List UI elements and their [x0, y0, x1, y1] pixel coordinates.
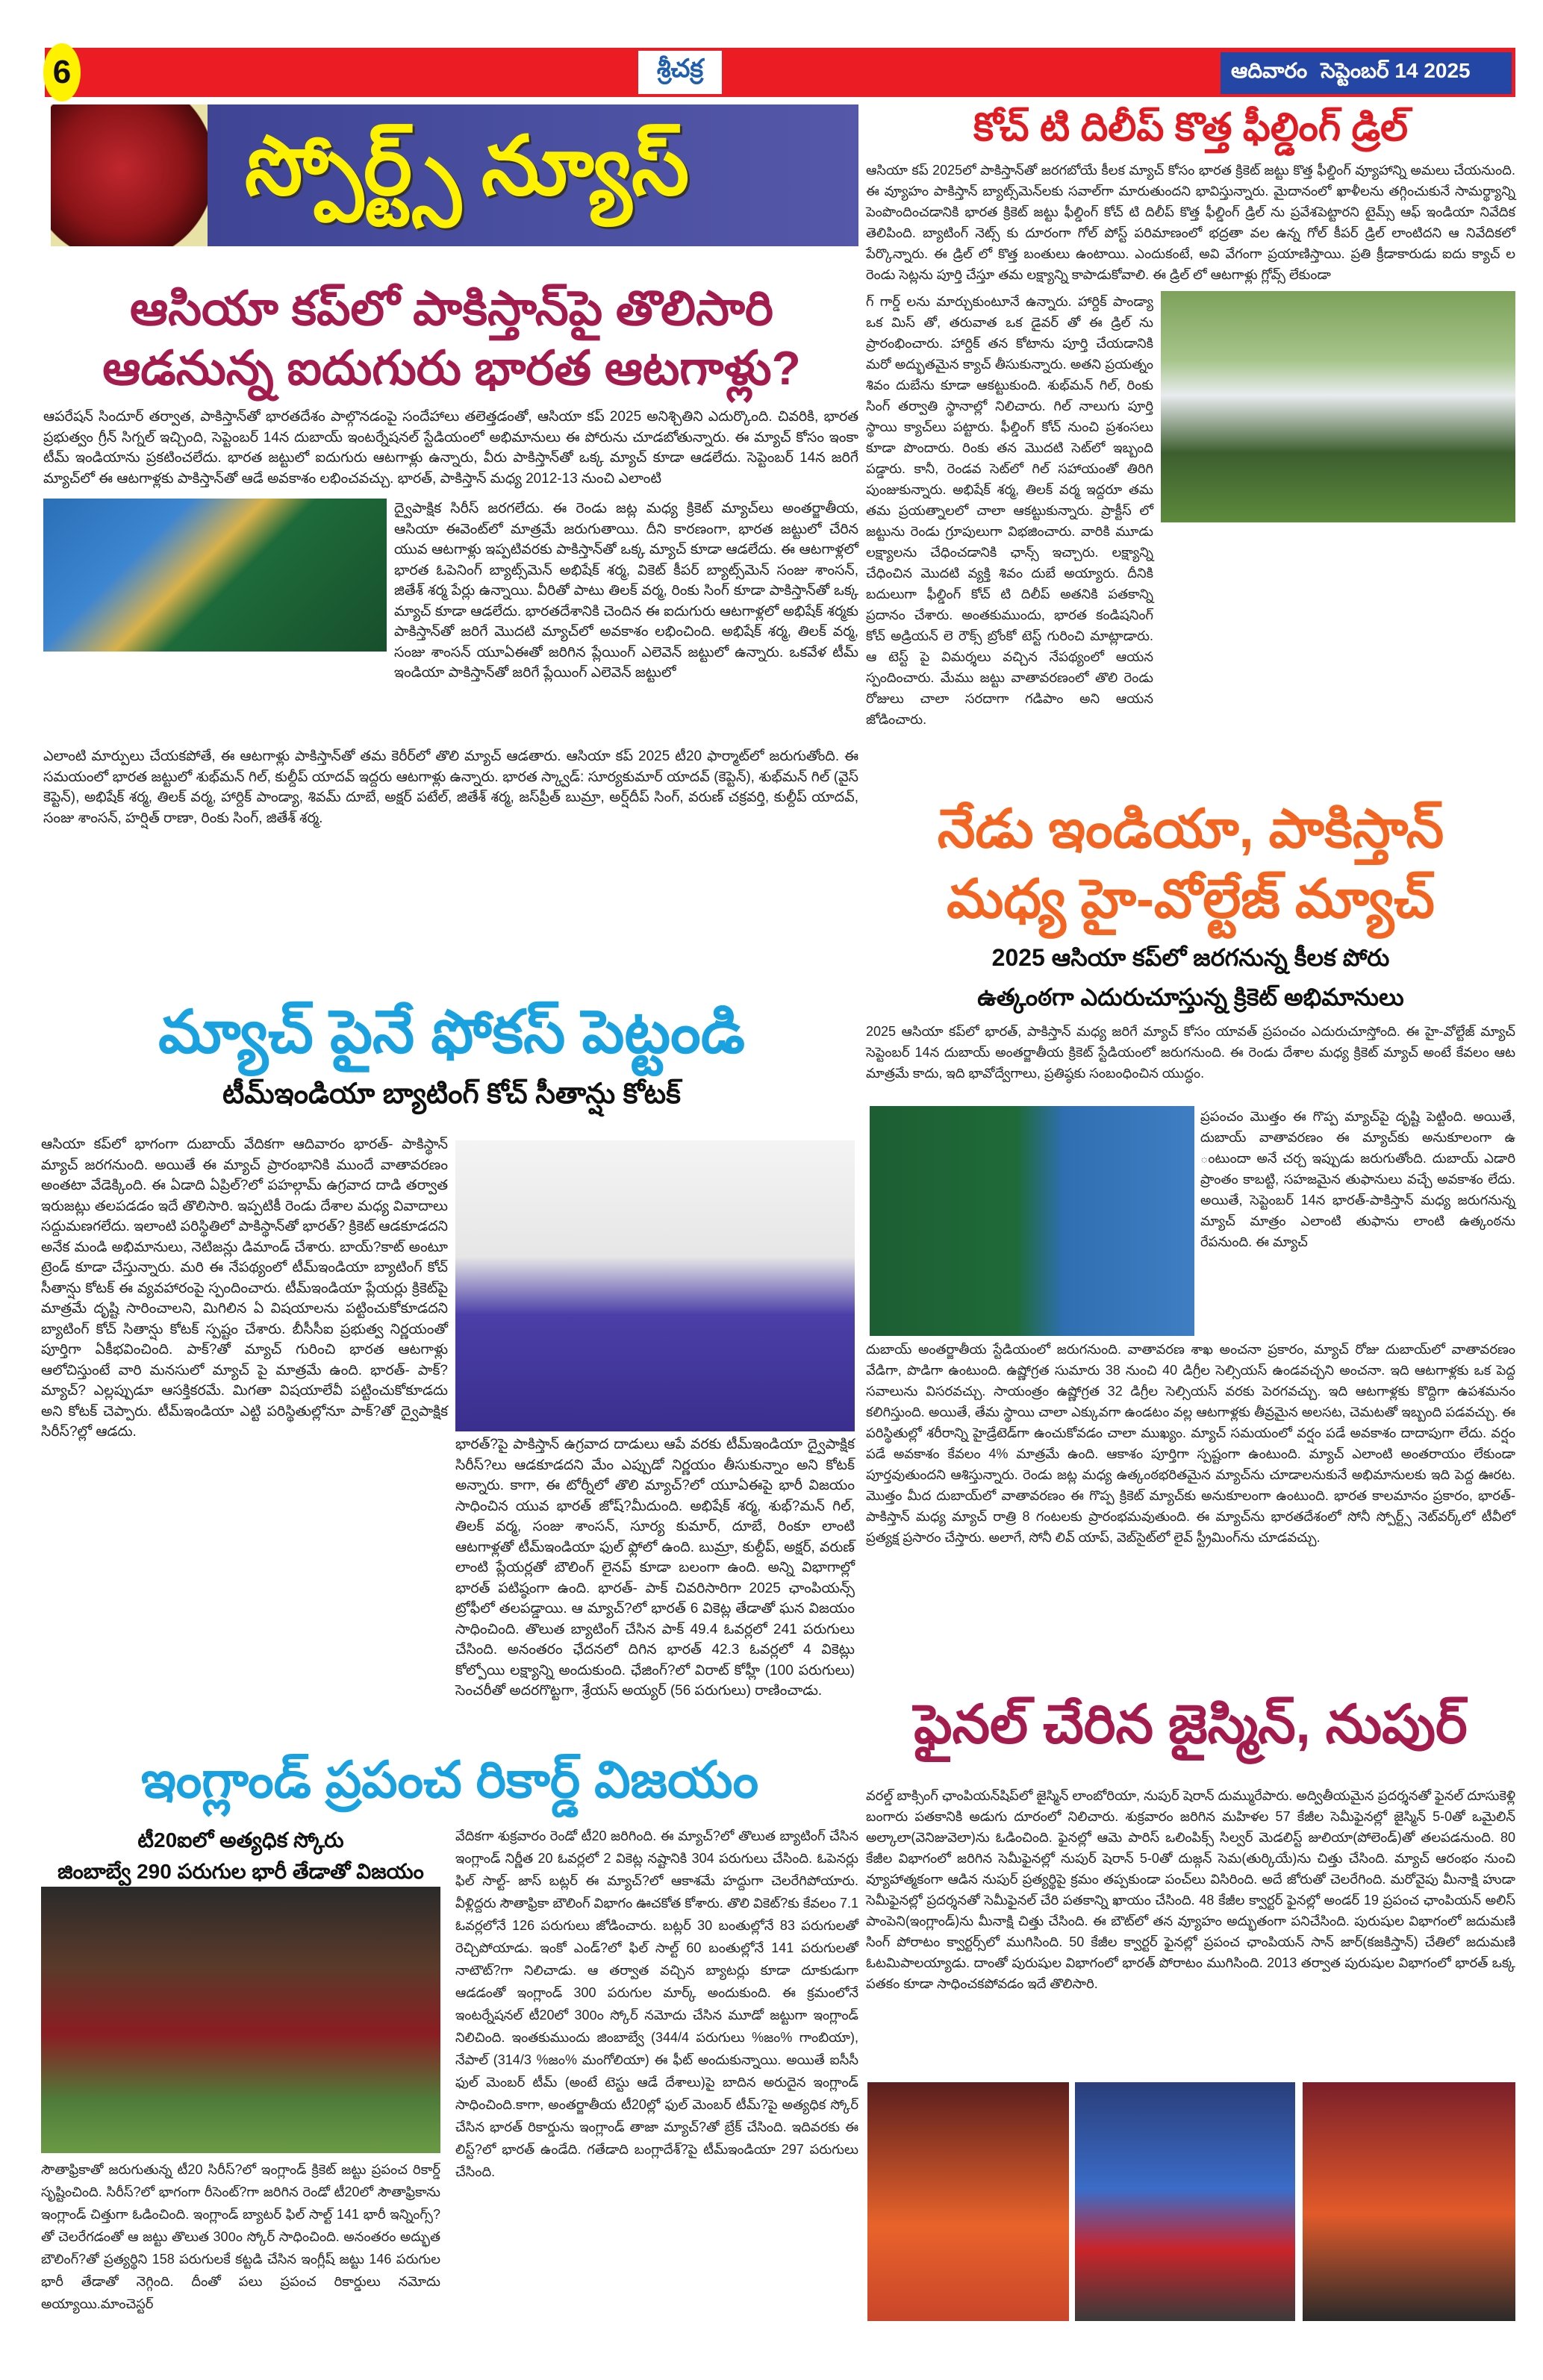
newspaper-logo: శ్రీచక్ర: [638, 51, 722, 94]
pakistan-india-players-photo: [870, 1106, 1194, 1336]
sitanshu-kotak-press-photo: [455, 1140, 855, 1431]
england-subhead-2: జింబాబ్వే 290 పరుగుల భారీ తేడాతో విజయం: [57, 1860, 424, 1883]
boxing-para-1: వరల్డ్ బాక్సింగ్ ఛాంపియన్‌షిప్‌లో జైస్మిన్ లాంబోరియా, నుపుర్ షెరాన్ దుమ్మురేపారు. అద్వితీయమైన ప్రదర్శనతో ఫైనల్ దూసుకెళ్లి బంగారు పతకానికి అడుగు దూరంలో నిలిచారు. శుక్రవారం జరిగిన మహిళల 57 కేజీల సెమీఫైనల్లో జైస్మిన్ 5-0తో ఒమైలిన్ అల్కాలా(వెనిజువెలా)ను ఓడించింది. ఫైనల్లో ఆమె పారిస్ ఒలింపిక్స్ సిల్వర్ మెడలిస్ట్ జులియా(పోలెండ్)తో తలపడనుంది. 80 కేజీల విభాగంలో జరిగిన సెమీఫైనల్లో నుపుర్ షెరాన్ 5-0తో దుజ్గన్ సెమ(తుర్కియే)ను చిత్తు చేసింది. మ్యాచ్ ఆరంభం నుంచి వ్యూహాత్మకంగా ఆడిన నుపుర్ ప్రత్యర్థిపై క్రమం తప్పకుండా పంచ్‌లు విసిరింది. అదే జోరుతో చెలరేగింది. మరోవైపు మీనాక్షి హుడా సెమీఫైనల్లో ప్రదర్శనతో సెమీఫైనల్ చేరి పతకాన్ని ఖాయం చేసింది. 48 కేజీల క్వార్టర్ ఫైనల్లో అండర్ 19 ప్రపంచ ఛాంపియన్ అలిస్ పాంపెని(ఇంగ్లాండ్)ను మీనాక్షి చిత్తు చేసింది. ఈ బౌట్‌లో తన వ్యూహం అద్భుతంగా పనిచేసింది. పురుషుల విభాగంలో జదుమణి సింగ్ పోరాటం క్వార్టర్స్‌లో ముగిసింది. 50 కేజీల క్వార్టర్ ఫైనల్లో ప్రపంచ ఛాంపియన్ సాన్ జార్(కజకిస్తాన్) చేతిలో జదుమణి ఓటమిపాలయ్యాడు. దాంతో పురుషుల విభాగంలో భారత్ పోరాటం ముగిసింది. 2013 తర్వాత పురుషుల విభాగంలో భారత్ ఒక్క పతకం కూడా సాధించకపోవడం ఇదే తొలిసారి.: [866, 1788, 1515, 1991]
england-subhead-1: టీ20ఐలో అత్యధిక స్కోరు: [137, 1828, 344, 1852]
focus-subhead: టీమ్‌ఇండియా బ్యాటింగ్ కోచ్ సీతాన్షు కోటక్: [222, 1078, 681, 1110]
asia-para-3: ఎలాంటి మార్పులు చేయకపోతే, ఈ ఆటగాళ్లు పాకిస్తాన్‌తో తమ కెరీర్‌లో తొలి మ్యాచ్ ఆడతారు. ఆసియా కప్ 2025 టీ20 ఫార్మాట్‌లో జరుగుతోంది. ఈ సమయంలో భారత జట్టులో శుభ్‌మన్ గిల్, కుల్దీప్ యాదవ్ ఇద్దరు ఆటగాళ్లు ఉన్నారు. భారత స్క్వాడ్: సూర్యకుమార్ యాదవ్ (కెప్టెన్), శుభ్‌మన్ గిల్ (వైస్ కెప్టెన్), అభిషేక్ శర్మ, తిలక్ వర్మ, హార్దిక్ పాండ్యా, శివమ్ దూబే, అక్షర్ పటేల్, జితేశ్ శర్మ, జస్‌ప్రీత్ బుమ్రా, అర్ష్‌దీప్ సింగ్, వరుణ్ చక్రవర్తి, కుల్దీప్ యాదవ్, సంజు శాంసన్, హర్షిత్ రాణా, రింకు సింగ్, జితేశ్ శర్మ.: [43, 749, 858, 826]
coach-para-1: ఆసియా కప్ 2025లో పాకిస్తాన్‌తో జరగబోయే కీలక మ్యాచ్ కోసం భారత క్రికెట్ జట్టు కొత్త ఫీల్డింగ్ వ్యూహాన్ని అమలు చేయనుంది. ఈ వ్యూహం పాకిస్తాన్ బ్యాట్స్‌మెన్‌లకు సవాల్‌గా మారుతుందని భావిస్తున్నారు. మైదానంలో ఖాళీలను తగ్గించుకునే సామర్థ్యాన్ని పెంపొందించడానికి భారత క్రికెట్ జట్టు ఫీల్డింగ్ కోచ్ టి దిలీప్ కొత్త ఫీల్డింగ్ డ్రిల్ ను ప్రవేశపెట్టారని టైమ్స్ ఆఫ్ ఇండియా నివేదిక తెలిపింది. బ్యాటింగ్ నెట్స్ కు దూరంగా గోల్ పోస్ట్ పరిమాణంలో భద్రతా వల ఉన్న గోల్ కీపర్ డ్రిల్ లాంటిదని ఆ నివేదికలో పేర్కొన్నారు. ఈ డ్రిల్ లో కొత్త బంతులు ఉంటాయి. ఎందుకంటే, అవి వేగంగా ప్రయాణిస్తాయి. ప్రతి క్రీడాకారుడు ఐదు క్యాచ్ ల రెండు సెట్లను పూర్తి చేస్తూ తమ లక్ష్యాన్ని కాపాడుకోవాలి. ఈ డ్రిల్ లో ఆటగాళ్లు గ్లోవ్స్ లేకుండా: [866, 163, 1515, 282]
focus-para-1: ఆసియా కప్‌లో భాగంగా దుబాయ్ వేదికగా ఆదివారం భారత్- పాకిస్థాన్ మ్యాచ్ జరగనుంది. అయితే ఈ మ్యాచ్ ప్రారంభానికి ముందే వాతావరణం అంతటా వేడెక్కింది. ఈ ఏడాది ఏప్రిల్?లో పహల్గామ్ ఉగ్రవాద దాడి తర్వాత ఇరుజట్లు తలపడడం ఇదే తొలిసారి. ఇప్పటికీ రెండు దేశాల మధ్య వివాదాలు సద్దుమణగలేదు. ఇలాంటి పరిస్థితిలో పాకిస్థాన్‌తో భారత్? క్రికెట్ ఆడకూడదని అనేక మండి అభిమానులు, నెటిజన్లు డిమాండ్ చేశారు. బాయ్?కాట్ అంటూ ట్రెండ్ కూడా చేస్తున్నారు. మరి ఈ నేపథ్యంలో టీమ్‌ఇండియా బ్యాటింగ్ కోచ్ సీతాన్షు కోటక్ ఈ వ్యవహారంపై స్పందించారు. టీమ్‌ఇండియా ప్లేయర్లు క్రికెట్‌పై మాత్రమే దృష్టి సారించాలని, మిగిలిన ఏ విషయాలను పట్టించుకోకూడదని బ్యాటింగ్ కోచ్ సితాన్షు కోటక్ స్పష్టం చేశారు. బీసీసీఐ ప్రభుత్వ నిర్ణయంతో పూర్తిగా ఏకీభవించింది. పాక్?తో మ్యాచ్ గురించి భారత ఆటగాళ్లు ఆలోచిస్తుంటే వారి మనసులో మ్యాచ్ పై మాత్రమే ఉంది. భారత్- పాక్? మ్యాచ్? ఎల్లప్పుడూ ఆసక్తికరమే. మిగతా విషయాలేవీ పట్టించుకోకూడదు అని కోటక్ చెప్పారు. టీమ్‌ఇండియా ఎట్టి పరిస్థితుల్లోనూ పాక్?తో ద్వైపాక్షిక సిరీస్?ల్లో ఆడదు.: [41, 1137, 448, 1440]
team-fielding-practice-photo: [1161, 291, 1515, 522]
match-para-3: దుబాయ్ అంతర్జాతీయ స్టేడియంలో జరుగనుంది. వాతావరణ శాఖ అంచనా ప్రకారం, మ్యాచ్ రోజు దుబాయ్‌లో వాతావరణం వేడిగా, పొడిగా ఉంటుంది. ఉష్ణోగ్రత సుమారు 38 నుంచి 40 డిగ్రీల సెల్సియస్ ఉండవచ్చని అంచనా. ఇది ఆటగాళ్లకు ఒక పెద్ద సవాలును విసరవచ్చు. సాయంత్రం ఉష్ణోగ్రత 32 డిగ్రీల సెల్సియస్ వరకు పెరగవచ్చు. ఇది ఆటగాళ్లకు కొద్దిగా ఉపశమనం కలిగిస్తుంది. అయితే, తేమ స్థాయి చాలా ఎక్కువగా ఉండటం వల్ల ఆటగాళ్లకు తీవ్రమైన అలసట, చెమటతో ఇబ్బంది పడవచ్చు. ఈ పరిస్థితుల్లో శరీరాన్ని హైడ్రేటెడ్‌గా ఉంచుకోవడం చాలా ముఖ్యం. మ్యాచ్ సమయంలో వర్షం పడే అవకాశం దాదాపుగా లేదు. వర్షం పడే అవకాశం కేవలం 4% మాత్రమే ఉంది. ఆకాశం పూర్తిగా స్పష్టంగా ఉంటుంది. మ్యాచ్ ఎలాంటి అంతరాయం లేకుండా పూర్తవుతుందని ఆశిస్తున్నారు. రెండు జట్ల మధ్య ఉత్కంఠభరితమైన మ్యాచ్‌ను చూడాలనుకునే అభిమానులకు ఇది పెద్ద ఊరట. మొత్తం మీద దుబాయ్‌లో వాతావరణం ఈ గొప్ప క్రికెట్ మ్యాచ్‌కు అనుకూలంగా ఉంటుంది. భారత కాలమానం ప్రకారం, భారత్-పాకిస్తాన్ మధ్య మ్యాచ్ రాత్రి 8 గంటలకు ప్రారంభమవుతుంది. ఈ మ్యాచ్‌ను భారతదేశంలో సోనీ స్పోర్ట్స్ నెట్‌వర్క్‌లో టీవీలో ప్రత్యక్ష ప్రసారం చేస్తారు. అలాగే, సోనీ లివ్ యాప్, వెబ్‌సైట్‌లో లైవ్ స్ట్రీమింగ్‌ను చూడవచ్చు.: [866, 1342, 1515, 1545]
match-headline-line2: మధ్య హై-వోల్టేజ్ మ్యాచ్: [947, 869, 1435, 929]
england-para-2: వేదికగా శుక్రవారం రెండో టీ20 జరిగింది. ఈ మ్యాచ్?లో తొలుత బ్యాటింగ్ చేసిన ఇంగ్లాండ్ నిర్ణీత 20 ఓవర్లలో 2 వికెట్ల నష్టానికి 304 పరుగులు చేసింది. ఓపెనర్లు ఫిల్ సాల్ట్- జాస్ బట్లర్ ఈ మ్యాచ్?లో ఆకాశమే హద్దుగా చెలరేగిపోయారు. వీళ్లిద్దరు సౌతాఫ్రికా బౌలింగ్ విభాగం ఊచకోత కోశారు. తొలి వికెట్?కు కేవలం 7.1 ఓవర్లలోనే 126 పరుగులు జోడించారు. బట్లర్ 30 బంతుల్లోనే 83 పరుగులతో రెచ్చిపోయాడు. ఇంకో ఎండ్?లో ఫిల్ సాల్ట్ 60 బంతుల్లోనే 141 పరుగులతో నాటౌట్?గా నిలిచాడు. ఆ తర్వాత వచ్చిన బ్యాటర్లు కూడా దూకుడుగా ఆడడంతో ఇంగ్లాండ్ 300 పరుగుల మార్క్ అందుకుంది. ఈ క్రమంలోనే ఇంటర్నేషనల్ టీ20లో 300ం స్కోర్ నమోదు చేసిన మూడో జట్టుగా ఇంగ్లాండ్ నిలిచింది. ఇంతకుముందు జింబాబ్వే (344/4 పరుగులు %జం% గాంబియా), నేపాల్ (314/3 %జం% మంగోలియా) ఈ ఫీట్ అందుకున్నాయి. అయితే ఐసీసీ ఫుల్ మెంబర్ టీమ్ (అంటే టెస్టు ఆడే దేశాలు)పై బాదిన అరుదైన ఇంగ్లాండ్ సాధించింది.కాగా, అంతర్జాతీయ టీ20ల్లో ఫుల్ మెంబర్ టీమ్?పై అత్యధిక స్కోర్ చేసిన భారత్ రికార్డును ఇంగ్లాండ్ తాజా మ్యాచ్?తో బ్రేక్ చేసింది. ఇదివరకు ఈ లిస్ట్?లో భారత్ ఉండేది. గతేడాది బంగ్లాదేశ్?పై టీమ్‌ఇండియా 297 పరుగులు చేసింది.: [455, 1828, 858, 2179]
england-headline: ఇంగ్లాండ్ ప్రపంచ రికార్డ్ విజయం: [140, 1752, 759, 1808]
focus-headline: మ్యాచ్ పైనే ఫోకస్ పెట్టండి: [158, 999, 745, 1065]
england-para-1: సౌతాఫ్రికాతో జరుగుతున్న టీ20 సిరీస్?లో ఇంగ్లాండ్ క్రికెట్ జట్టు ప్రపంచ రికార్డ్ సృష్టించింది. సిరీస్?లో భాగంగా రీసెంట్?గా జరిగిన రెండో టీ20లో సౌతాఫ్రికాను ఇంగ్లాండ్ చిత్తుగా ఓడించింది. ఇంగ్లాండ్ బ్యాటర్ ఫిల్ సాల్ట్ 141 భారీ ఇన్నింగ్స్?తో చెలరేగడంతో ఆ జట్టు తొలుత 300ం స్కోర్ సాధించింది. అనంతరం అద్భుత బౌలింగ్?తో ప్రత్యర్థిని 158 పరుగులకే కట్టడి చేసిన ఇంగ్లీష్ జట్టు 146 పరుగుల భారీ తేడాతో నెగ్గింది. దీంతో పలు ప్రపంచ రికార్డులు నమోదు అయ్యాయి.మాంచెస్టర్: [41, 2162, 440, 2311]
boxing-bout-photo: [1075, 2082, 1295, 2321]
match-subhead-1: 2025 ఆసియా కప్‌లో జరగనున్న కీలక పోరు: [991, 944, 1390, 971]
date-label: సెప్టెంబర్ 14 2025: [1321, 58, 1471, 82]
focus-para-2: భారత్?పై పాకిస్తాన్ ఉగ్రవాద దాడులు ఆపే వరకు టీమ్‌ఇండియా ద్వైపాక్షిక సిరీస్?లు ఆడకూడదని మేం ఎప్పుడో నిర్ణయం తీసుకున్నాం అని కోటక్ అన్నారు. కాగా, ఈ టోర్నీలో తొలి మ్యాచ్?లో యూఏఈపై భారీ విజయం సాధించిన యువ భారత్ జోష్?మీదుంది. అభిషేక్ శర్మ, శుభ్?మన్ గిల్, తిలక్ వర్మ, సంజు శాంసన్, సూర్య కుమార్, దూబే, రింకూ లాంటి ఆటగాళ్లతో టీమ్‌ఇండియా ఫుల్ ఫ్లోలో ఉంది. బుమ్రా, కుల్దీప్, అక్షర్, వరుణ్ లాంటి ప్లేయర్లతో బౌలింగ్ లైనప్ కూడా బలంగా ఉంది. అన్ని విభాగాల్లో భారత్ పటిష్ఠంగా ఉంది. భారత్- పాక్ చివరిసారిగా 2025 ఛాంపియన్స్ ట్రోఫీలో తలపడ్డాయి. ఆ మ్యాచ్?లో భారత్ 6 వికెట్ల తేడాతో ఘన విజయం సాధించింది. తొలుత బ్యాటింగ్ చేసిన పాక్ 49.4 ఓవర్లలో 241 పరుగులు చేసింది. అనంతరం ఛేదనలో దిగిన భారత్ 42.3 ఓవర్లలో 4 వికెట్లు కోల్పోయి లక్ష్యాన్ని అందుకుంది. ఛేజింగ్?లో విరాట్ కోహ్లీ (100 పరుగులు) సెంచరీతో అదరగొట్టగా, శ్రేయస్ అయ్యర్ (56 పరుగులు) రాణించాడు.: [455, 1437, 855, 1699]
nupur-boxer-photo: [1303, 2082, 1515, 2321]
india-pakistan-players-photo: [43, 499, 387, 652]
asia-headline-line2: ఆడనున్న ఐదుగురు భారత ఆటగాళ్లు?: [102, 341, 801, 395]
page-number: 6: [43, 43, 81, 101]
cricket-ball-icon: [51, 104, 208, 246]
jaismine-boxer-photo: [867, 2082, 1069, 2321]
day-label: ఆదివారం: [1231, 58, 1308, 82]
england-team-photo: [41, 1887, 440, 2153]
match-headline-line1: నేడు ఇండియా, పాకిస్తాన్: [937, 799, 1444, 859]
banner-title: స్పోర్ట్స్ న్యూస్: [245, 121, 690, 212]
asia-para-2: ద్వైపాక్షిక సిరీస్ జరగలేదు. ఈ రెండు జట్ల మధ్య క్రికెట్ మ్యాచ్‌లు అంతర్జాతీయ, ఆసియా ఈవెంట్‌లో మాత్రమే జరుగుతాయి. దీని కారణంగా, భారత జట్టులో చేరిన యువ ఆటగాళ్లు ఇప్పటివరకు పాకిస్తాన్‌తో ఒక్క మ్యాచ్ కూడా ఆడలేదు. ఈ ఆటగాళ్లలో భారత ఓపెనింగ్ బ్యాట్స్‌మెన్ అభిషేక్ శర్మ, వికెట్ కీపర్ బ్యాట్స్‌మెన్ సంజు శాంసన్, జితేశ్ శర్మ పేర్లు ఉన్నాయి. వీరితో పాటు తిలక్ వర్మ, రింకు సింగ్ కూడా పాకిస్తాన్‌తో ఒక్క మ్యాచ్ కూడా ఆడలేదు. భారతదేశానికి చెందిన ఈ ఐదుగురు ఆటగాళ్లలో అభిషేక్ శర్మకు పాకిస్తాన్‌తో జరిగే మొదటి మ్యాచ్‌లో అవకాశం లభించింది. అభిషేక్ శర్మ, తిలక్ వర్మ, సంజు శాంసన్ యూఏఈతో జరిగిన ప్లేయింగ్ ఎలెవెన్ జట్టులో ఉన్నారు. ఒకవేళ టీమ్ ఇండియా పాకిస్తాన్‌తో జరిగే ప్లేయింగ్ ఎలెవెన్ జట్టులో: [394, 501, 858, 681]
asia-headline-line1: ఆసియా కప్‌లో పాకిస్తాన్‌పై తొలిసారి: [130, 281, 773, 335]
sports-news-banner: [51, 104, 858, 246]
asia-para-1: ఆపరేషన్ సిందూర్ తర్వాత, పాకిస్తాన్‌తో భారతదేశం పాల్గొనడంపై సందేహాలు తలెత్తడంతో, ఆసియా కప్ 2025 అనిశ్చితిని ఎదుర్కొంది. చివరికి, భారత ప్రభుత్వం గ్రీన్ సిగ్నల్ ఇచ్చింది, సెప్టెంబర్ 14న దుబాయ్ ఇంటర్నేషనల్ స్టేడియంలో అభిమానులు ఈ పోరును చూడబోతున్నారు. ఈ మ్యాచ్ కోసం ఇంకా టీమ్ ఇండియాను ప్రకటించలేదు. భారత జట్టులో ఐదుగురు ఆటగాళ్లు ఉన్నారు, వీరు పాకిస్తాన్‌తో ఒక్క మ్యాచ్ కూడా ఆడలేదు. సెప్టెంబర్ 14న జరిగే మ్యాచ్‌లో ఈ ఆటగాళ్లకు పాకిస్తాన్‌తో ఆడే అవకాశం లభించవచ్చు. భారత్, పాకిస్తాన్ మధ్య 2012-13 నుంచి ఎలాంటి: [43, 409, 858, 487]
coach-para-2: గ్ గార్డ్ లను మార్చుకుంటూనే ఉన్నారు. హార్దిక్ పాండ్యా ఒక మిస్ తో, తరువాత ఒక డైవర్ తో ఈ డ్రిల్ ను ప్రారంభించారు. హార్దిక్ తన కోటాను పూర్తి చేయడానికి మరో అద్భుతమైన క్యాచ్ తీసుకున్నారు. అతని ప్రయత్నం శివం దుబేను కూడా ఆకట్టుకుంది. శుభ్‌మన్ గిల్, రింకు సింగ్ తర్వాతి స్థానాల్లో నిలిచారు. గిల్ నాలుగు పూర్తి స్థాయి క్యాచ్‌లు పట్టారు. ఫీల్డింగ్ కోచ్ నుంచి ప్రశంసలు కూడా పొందారు. రింకు తన మొదటి సెట్‌లో ఇబ్బంది పడ్డారు. కానీ, రెండవ సెట్‌లో గిల్ సహాయంతో తిరిగి పుంజుకున్నారు. అభిషేక్ శర్మ, తిలక్ వర్మ ఇద్దరూ తమ తమ ప్రయత్నాలలో చాలా ఆకట్టుకున్నారు. ప్రాక్టీస్ లో జట్టును రెండు గ్రూపులుగా విభజించారు. వారికి మూడు లక్ష్యాలను చేధించడానికి ఛాన్స్ ఇచ్చారు. లక్ష్యాన్ని చేధించిన మొదటి వ్యక్తి శివం దుబే అయ్యారు. దీనికి బదులుగా ఫీల్డింగ్ కోచ్ టి దిలీప్ అతనికి పతకాన్ని ప్రదానం చేశారు. అంతకుముందు, భారత కండిషనింగ్ కోచ్ అడ్రియన్ లె రౌక్స్ బ్రోంకో టెస్ట్ గురించి మాట్లాడారు. ఆ టెస్ట్ పై విమర్శలు వచ్చిన నేపథ్యంలో ఆయన స్పందించారు. మేము జట్టు వాతావరణంలో తొలి రెండు రోజులు చాలా సరదాగా గడిపాం అని ఆయన జోడించారు.: [866, 294, 1153, 727]
match-para-1: 2025 ఆసియా కప్‌లో భారత్, పాకిస్తాన్ మధ్య జరిగే మ్యాచ్ కోసం యావత్ ప్రపంచం ఎదురుచూస్తోంది. ఈ హై-వోల్టేజ్ మ్యాచ్ సెప్టెంబర్ 14న దుబాయ్ అంతర్జాతీయ క్రికెట్ స్టేడియంలో జరుగనుంది. ఈ రెండు దేశాల మధ్య క్రికెట్ మ్యాచ్ అంటే కేవలం ఆట మాత్రమే కాదు, ఇది భావోద్వేగాలు, ప్రతిష్ఠకు సంబంధించిన యుద్ధం.: [866, 1024, 1515, 1081]
match-para-2: ప్రపంచం మొత్తం ఈ గొప్ప మ్యాచ్‌పై దృష్టి పెట్టింది. అయితే, దుబాయ్ వాతావరణం ఈ మ్యాచ్‌కు అనుకూలంగా ఉ ంటుందా అనే చర్చ ఇప్పుడు జరుగుతోంది. దుబాయ్ ఎడారి ప్రాంతం కాబట్టి, సహజమైన తుఫానులు వచ్చే అవకాశం లేదు. అయితే, సెప్టెంబర్ 14న భారత్-పాకిస్తాన్ మధ్య జరుగనున్న మ్యాచ్ మాత్రం ఎలాంటి తుఫాను లాంటి ఉత్కంఠను రేపనుంది. ఈ మ్యాచ్: [1200, 1109, 1515, 1249]
boxing-headline: ఫైనల్ చేరిన జైస్మిన్, నుపుర్: [914, 1695, 1468, 1755]
date-box: [1221, 52, 1512, 94]
match-subhead-2: ఉత్కంఠగా ఎదురుచూస్తున్న క్రికెట్ అభిమానులు: [977, 984, 1404, 1011]
coach-headline: కోచ్ టి దిలీప్ కొత్త ఫీల్డింగ్ డ్రిల్: [973, 106, 1409, 149]
